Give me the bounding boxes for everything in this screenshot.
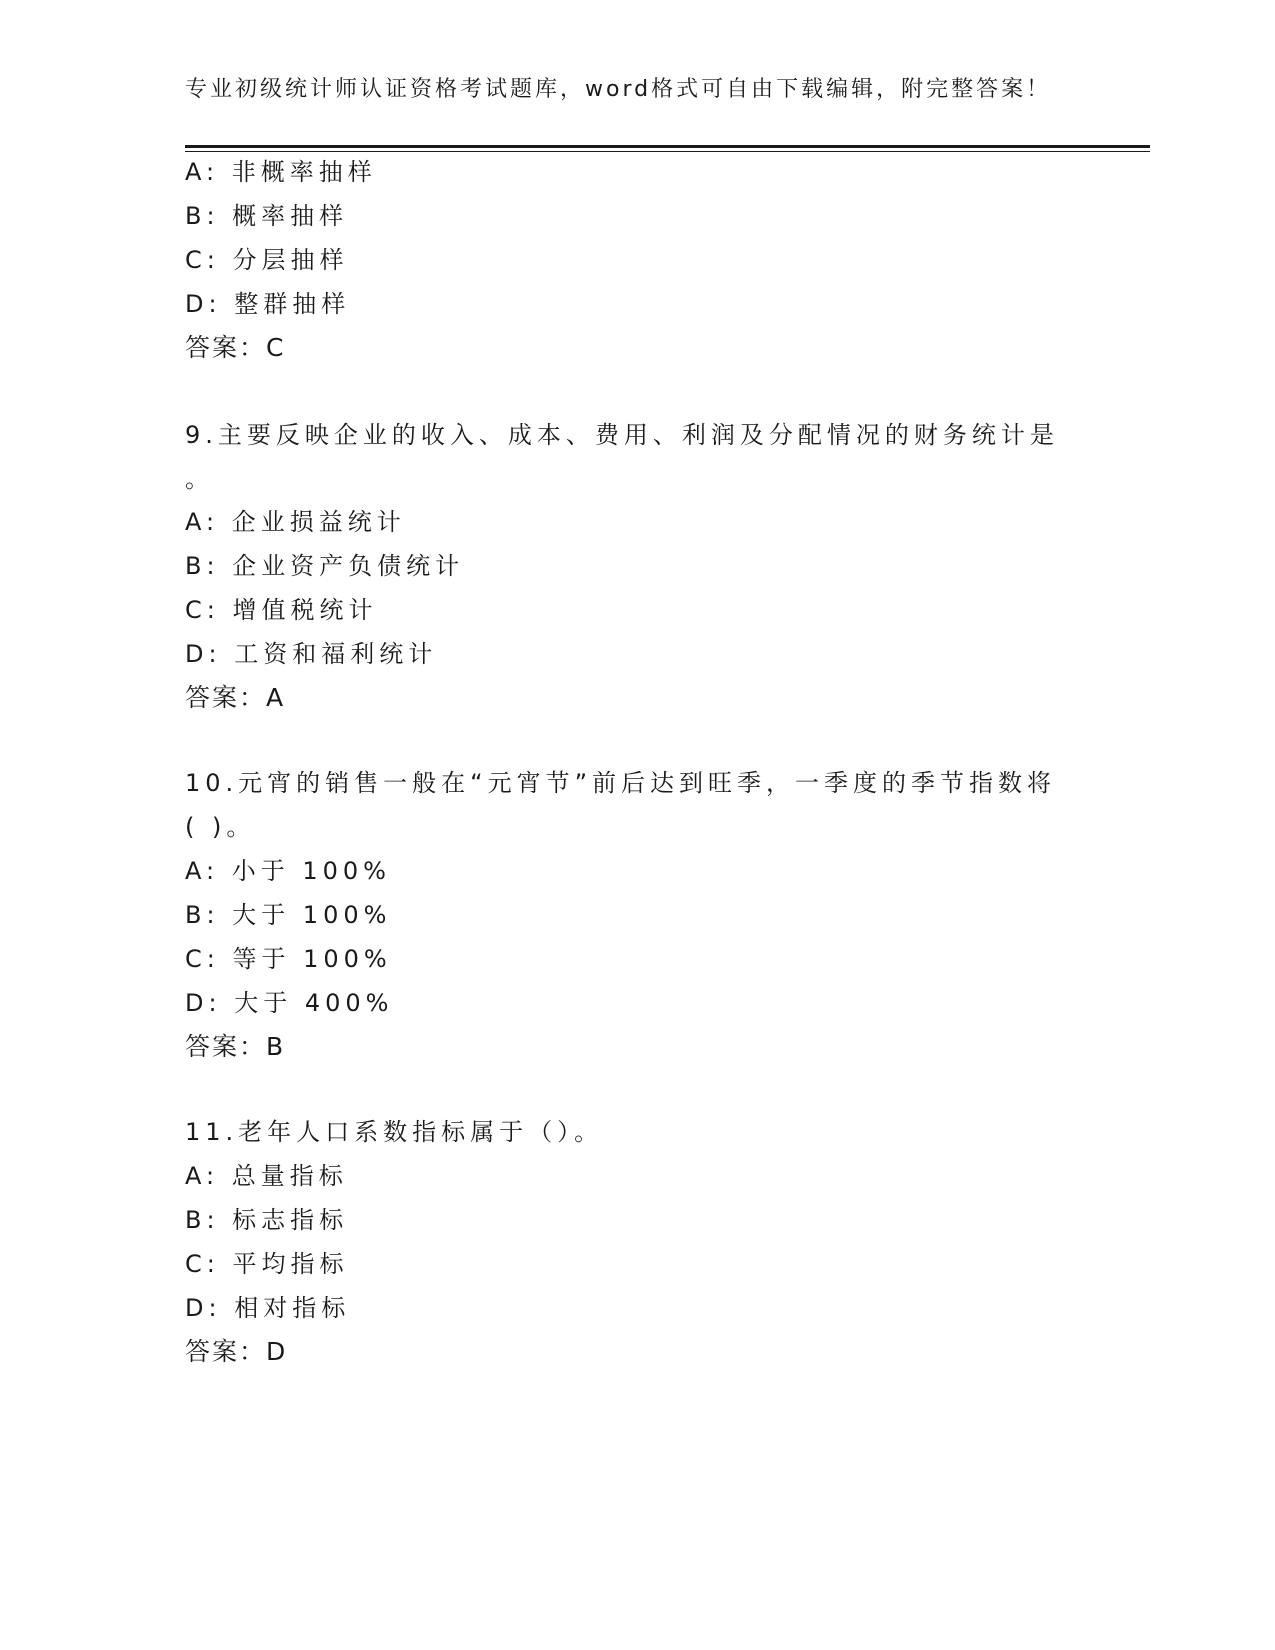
q9-answer: 答案：A xyxy=(185,683,286,712)
q9-option-a: A: 企业损益统计 xyxy=(185,508,406,536)
q8-answer: 答案：C xyxy=(185,333,286,362)
q10-option-a: A: 小于 100% xyxy=(185,857,391,885)
q9-stem-continued: 。 xyxy=(185,465,214,493)
q10-option-b: B: 大于 100% xyxy=(185,901,392,929)
q8-option-a: A: 非概率抽样 xyxy=(185,158,377,186)
q9-option-d: D: 工资和福利统计 xyxy=(185,640,438,668)
q8-option-d: D: 整群抽样 xyxy=(185,290,351,318)
q9-option-c: C: 增值税统计 xyxy=(185,596,378,624)
q11-answer: 答案：D xyxy=(185,1337,288,1366)
q11-option-a: A: 总量指标 xyxy=(185,1162,348,1190)
header-rule-thick xyxy=(185,145,1150,148)
q11-option-d: D: 相对指标 xyxy=(185,1294,351,1322)
q11-option-c: C: 平均指标 xyxy=(185,1250,349,1278)
q10-stem-continued: ( )。 xyxy=(185,813,256,841)
q10-answer: 答案：B xyxy=(185,1032,286,1061)
q8-option-b: B: 概率抽样 xyxy=(185,202,349,230)
q9-stem: 9.主要反映企业的收入、成本、费用、利润及分配情况的财务统计是 xyxy=(185,421,1059,449)
q11-option-b: B: 标志指标 xyxy=(185,1206,349,1234)
q9-option-b: B: 企业资产负债统计 xyxy=(185,552,465,580)
document-header: 专业初级统计师认证资格考试题库，word格式可自由下载编辑，附完整答案！ xyxy=(185,77,1052,102)
q10-stem: 10.元宵的销售一般在“元宵节”前后达到旺季，一季度的季节指数将 xyxy=(185,769,1057,797)
q11-stem: 11.老年人口系数指标属于（）。 xyxy=(185,1118,604,1146)
q10-option-d: D: 大于 400% xyxy=(185,989,394,1017)
header-rule-thin xyxy=(185,151,1150,152)
q10-option-c: C: 等于 100% xyxy=(185,945,392,973)
q8-option-c: C: 分层抽样 xyxy=(185,246,349,274)
